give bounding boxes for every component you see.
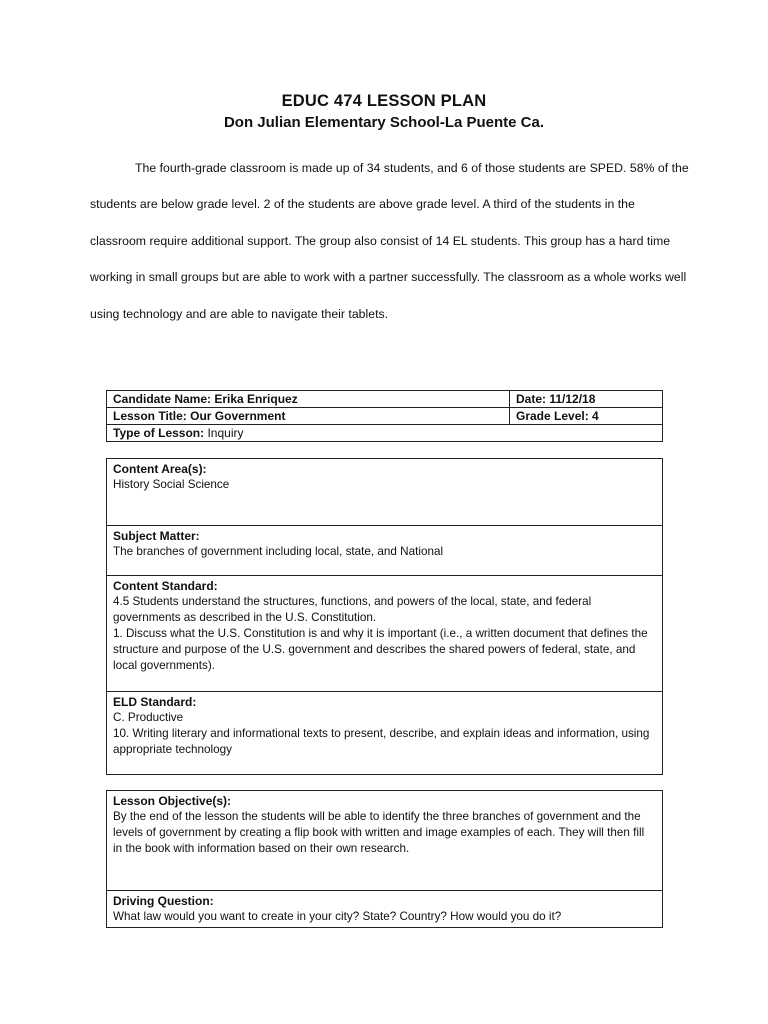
driving-question-label: Driving Question: [113,894,214,908]
table-row [107,692,663,775]
table-row [107,391,663,408]
eld-standard-label: ELD Standard: [113,695,197,709]
table-row [107,408,663,425]
lesson-type-label: Type of Lesson: [113,426,205,440]
table-row [107,576,663,692]
school-subtitle: Don Julian Elementary School-La Puente Ca. [223,114,545,131]
subject-matter-value: The branches of government including local, state, and National [113,545,444,558]
table-row [107,459,663,526]
driving-question-value: What law would you want to create in your city? State? Country? How would you do it? [113,910,562,923]
table-row [107,425,663,442]
table-row [107,791,663,891]
table-row [107,891,663,928]
subject-matter-cell [107,526,663,576]
lesson-info-table [106,390,663,442]
lesson-type-value: Inquiry [207,426,244,440]
grade-level: Grade Level: 4 [510,408,663,425]
eld-standard-value: C. Productive 10. Writing literary and informational texts to present, describe, and explain ideas and information, using appropriate technology [113,711,650,756]
objectives-table [106,790,663,928]
content-standard-cell [107,576,663,692]
lesson-objective-cell [107,791,663,891]
content-area-label: Content Area(s): [113,462,207,476]
lesson-objective-label: Lesson Objective(s): [113,794,232,808]
content-area-cell [107,459,663,526]
intro-paragraph: The fourth-grade classroom is made up of 34 students, and 6 of those students are SPED. 58% of the students are below grade level. 2 of the students are above grade level. A third of the students in the classroom require additional support. The group also consist of 14 EL students. This group has a hard time working in small groups but are able to work with a partner successfully. The classroom as a whole works well using technology and are able to navigate their tablets. [90,161,689,321]
eld-standard-cell [107,692,663,775]
document-title: EDUC 474 LESSON PLAN [281,92,487,110]
lesson-date: Date: 11/12/18 [510,391,663,408]
subject-matter-label: Subject Matter: [113,529,200,543]
content-standard-label: Content Standard: [113,579,218,593]
lesson-title: Lesson Title: Our Government [107,408,510,425]
content-area-value: History Social Science [113,478,230,491]
lesson-objective-value: By the end of the lesson the students will be able to identify the three branches of government and the levels of government by creating a flip book with written and image examples of each. They will then fill in the book with information based on their own research. [113,810,645,855]
candidate-name: Candidate Name: Erika Enriquez [107,391,510,408]
content-standards-table [106,458,663,775]
content-standard-value: 4.5 Students understand the structures, functions, and powers of the local, state, and federal governments as described in the U.S. Constitution. 1. Discuss what the U.S. Constitution is and why it is important (i.e., a written document that defines the structure and purpose of the U.S. government and describes the shared powers of federal, state, and local governments). [113,595,648,672]
lesson-type-cell [107,425,663,442]
driving-question-cell [107,891,663,928]
table-row [107,526,663,576]
